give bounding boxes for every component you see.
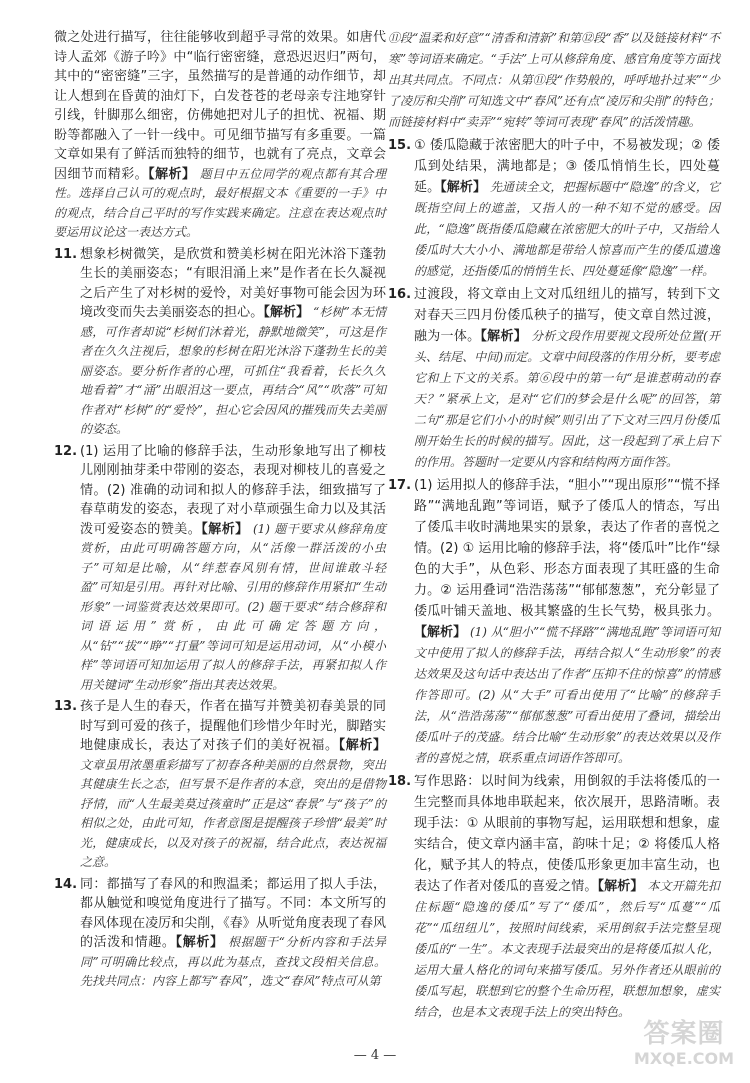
answer-text: ① 倭瓜隐藏于浓密肥大的叶子中，不易被发现；② 倭瓜到处结果，满地都是；③ 倭瓜悄悄生长，四处蔓延。 [414,138,720,195]
analysis-text: (1) 从“胆小”“慌不择路”“满地乱跑”等词语可知文中使用了拟人的修辞手法，再结合拟人“生动形象”的表达效果及这句话中表达出了作者“压抑不住的惊喜”的情感作答即可。(2) 从“大手”可看出使用了“比喻”的修辞手法，从“浩浩荡荡”“郁郁葱葱”可看出使用了叠词，描绘出倭瓜叶子的茂盛。结合比喻“生动形象”的表达效果以及作者的喜悦之情，联系重点词语作答即可。 [414,625,720,765]
analysis-text: 分析文段作用要视文段所处位置(开头、结尾、中间)而定。文章中间段落的作用分析，要考虑它和上下文的关系。第⑥段中的第一句“是谁惹萌动的春天？”紧承上文，是对“它们的梦会是什么呢”的回答，第二句“那是它们小小的时候”则引出了下文对三四月份倭瓜刚开始生长的时候的描写。因此，这一段起到了承上启下的作用。答题时一定要从内容和结构两方面作答。 [414,329,720,469]
question-number: 13. [54,699,78,714]
left-column [54,28,386,994]
analysis-text: 题目中五位同学的观点都有其合理性。选择自己认可的观点时，最好根据文本《重要的一手》中的观点，结合自己平时的写作实践来确定。注意在表达观点时要运用议论这一表达方式。 [54,166,386,239]
page-number: — 4 — [353,1048,397,1063]
answer-text: 过渡段，将文章由上文对瓜纽纽儿的描写，转到下文对春天三四月份倭瓜秧子的描写，使文章自然过渡，融为一体。 [414,287,720,344]
analysis-tag: 【 解析 】 [176,935,224,950]
answer-item [54,442,386,696]
analysis-tag: 【 解析 】 [480,329,527,344]
analysis-tag: 【 解析 】 [440,180,486,195]
answer-item [54,697,386,873]
watermark-chinese-text: 答案圈 [643,1019,725,1049]
analysis-tag: 【 解析 】 [201,522,248,537]
answer-item [54,245,386,440]
question-number: 16. [388,287,412,302]
analysis-text: 根据题干“分析内容和手法异同”可明确比较点，再以此为基点，查找文段相关信息。先找共同点：内容上都写“春风”，选文“春风”特点可从第 [80,935,386,988]
question-number: 12. [54,443,78,459]
answer-text: 微之处进行描写，往往能够收到超乎寻常的效果。如唐代诗人孟郊《游子吟》中“临行密密缝，意恐迟迟归”两句，其中的“密密缝”三字，虽然描写的是普通的动作细节，却让人想到在昏黄的油灯下，白发苍苍的老母亲专注地穿针引线，针脚那么细密，仿佛她把对儿子的担忧、祝福、期盼等都融入了一针一线中。可见细节描写有多重要。一篇文章如果有了鲜活而独特的细节，也就有了亮点，文章会因细节而精彩。 [54,30,386,182]
question-number: 14. [54,876,78,892]
analysis-tag: 【 解析 】 [263,305,309,320]
answer-item [388,135,720,282]
answer-item [388,771,720,1023]
answer-continuation [388,28,720,133]
answer-text: 写作思路：以时间为线索，用倒叙的手法将倭瓜的一生完整而具体地串联起来，依次展开，思路清晰。表现手法：① 从眼前的事物写起，运用联想和想象，虚实结合，使文章内涵丰富，韵味十足；② 将倭瓜人格化，赋予其人的特点，使倭瓜形象更加丰富生动，也表达了作者对倭瓜的喜爱之情。 [414,774,720,894]
answer-item [388,475,720,769]
question-number: 15. [388,138,412,153]
analysis-tag: 【 解析 】 [598,879,644,894]
analysis-tag: 【 解析 】 [414,625,466,640]
question-number: 11. [54,246,78,262]
analysis-tag: 【 解析 】 [148,167,195,182]
analysis-text: “杉树”本无情感，可作者却说“杉树们沐着光，静默地微笑”，可这是作者在久久注视后，想象的杉树在阳光沐浴下蓬勃生长的美丽姿态。要分析作者的心理，可抓住“我看着，长长久久地看着”才“涌”出眼泪这一要点，再结合“风”“吹落”可知作者对“杉树”的“爱怜”，担心它会因风的摧残而失去美丽的姿态。 [80,305,386,436]
analysis-text: 先通读全文，把握标题中“隐逸”的含义，它既指空间上的遮盖，又指人的一种不知不觉的感受。因此，“隐逸”既指倭瓜隐藏在浓密肥大的叶子中，又指给人倭瓜时大大小小、满地都是带给人惊喜而产生的倭瓜遗逸的感觉，还指倭瓜的悄悄生长、四处蔓延像“隐逸”一样。 [414,180,720,278]
analysis-text: ⑪段“温柔和好意”“清香和清新”和第⑫段“香”以及链接材料“不寒”等词语来确定。“手法”上可从修辞角度、感官角度等方面找出其共同点。不同点：从第⑪段“作势般的，呼呼地扑过来”“少了凌厉和尖削”可知选文中“春风”还有点“凌厉和尖削”的特色；而链接材料中“卖弄”“宛转”等词可表现“春风”的活泼情趣。 [388,31,720,129]
answer-text: 同：都描写了春风的和煦温柔；都运用了拟人手法，都从触觉和嗅觉角度进行了描写。不同：本文所写的春风体现在凌厉和尖削，《春》从听觉角度表现了春风的活泼和情趣。 [80,876,386,950]
answer-item [388,284,720,473]
analysis-text: 本文开篇先扣住标题“隐逸的倭瓜”写了“倭瓜”，然后写“瓜蔓”“瓜花”“瓜纽纽儿”，按照时间线索，采用倒叙手法完整呈现倭瓜的“一生”。本文表现手法最突出的是将倭瓜拟人化，运用大量人格化的词句来描写倭瓜。另外作者还从眼前的倭瓜写起，联想到它的整个生命历程，联想加想象，虚实结合，也是本文表现手法上的突出特色。 [414,879,720,1019]
answer-item [54,875,386,992]
right-column [388,28,720,1025]
analysis-text: 文章虽用浓墨重彩描写了初春各种美丽的自然景物，突出其健康生长之态，但写景不是作者的本意，突出的是借物抒情，而“人生最美莫过孩童时”正是这“春景”与“孩子”的相似之处，由此可知，作者意图是提醒孩子珍惜“最美”时光，健康成长，以及对孩子的祝福，结合此点，表达祝福之意。 [80,757,386,869]
answer-text: 想象杉树微笑，是欣赏和赞美杉树在阳光沐浴下蓬勃生长的美丽姿态；“有眼泪涌上来”是作者在长久凝视之后产生了对杉树的爱怜，对美好事物可能会因为环境改变而失去美丽姿态的担心。 [80,246,386,320]
question-number: 18. [388,774,412,789]
answer-text: (1) 运用了比喻的修辞手法，生动形象地写出了柳枝儿刚刚抽芽柔中带刚的姿态，表现对柳枝儿的喜爱之情。(2) 准确的动词和拟人的修辞手法，细致描写了春草萌发的姿态，表现了对小草顽强生命力以及其活泼可爱姿态的赞美。 [80,443,386,537]
answer-text: (1) 运用拟人的修辞手法，“胆小”“现出原形”“慌不择路”“满地乱跑”等词语，赋予了倭瓜人的情态，写出了倭瓜丰收时满地果实的景象，表达了作者的喜悦之情。(2) ① 运用比喻的修辞手法，将“倭瓜叶”比作“绿色的大手”，从色彩、形态方面表现了其旺盛的生命力。② 运用叠词“浩浩荡荡”“郁郁葱葱”，充分彰显了倭瓜叶铺天盖地、极其繁盛的生长气势，极具张力。 [414,478,720,619]
analysis-text: (1) 题干要求从修辞角度赏析，由此可明确答题方向，从“活像一群活泼的小虫子”可知是比喻，从“绊惹春风别有情，世间谁敢斗轻盈”可知是引用。再针对比喻、引用的修辞作用紧扣“生动形象”一词鉴赏表达效果即可。(2) 题干要求“结合修辞和词语运用”赏析，由此可确定答题方向，从“钻”“拔”“睁”“打量”等词可知是运用动词，从“小模小样”等词语可知加运用了拟人的修辞手法，再紧扣拟人作用关键词“生动形象”指出其表达效果。 [80,521,386,692]
answer-continuation [54,28,386,243]
question-number: 17. [388,478,412,493]
watermark-url-text: MXQE.COM [633,1049,735,1068]
answer-text: 孩子是人生的春天，作者在描写并赞美初春美景的同时写到可爱的孩子，提醒他们珍惜少年时光，脚踏实地健康成长，表达了对孩子们的美好祝福。 [80,699,386,753]
watermark-logo [628,1018,740,1076]
analysis-tag: 【 解析 】 [339,738,386,753]
